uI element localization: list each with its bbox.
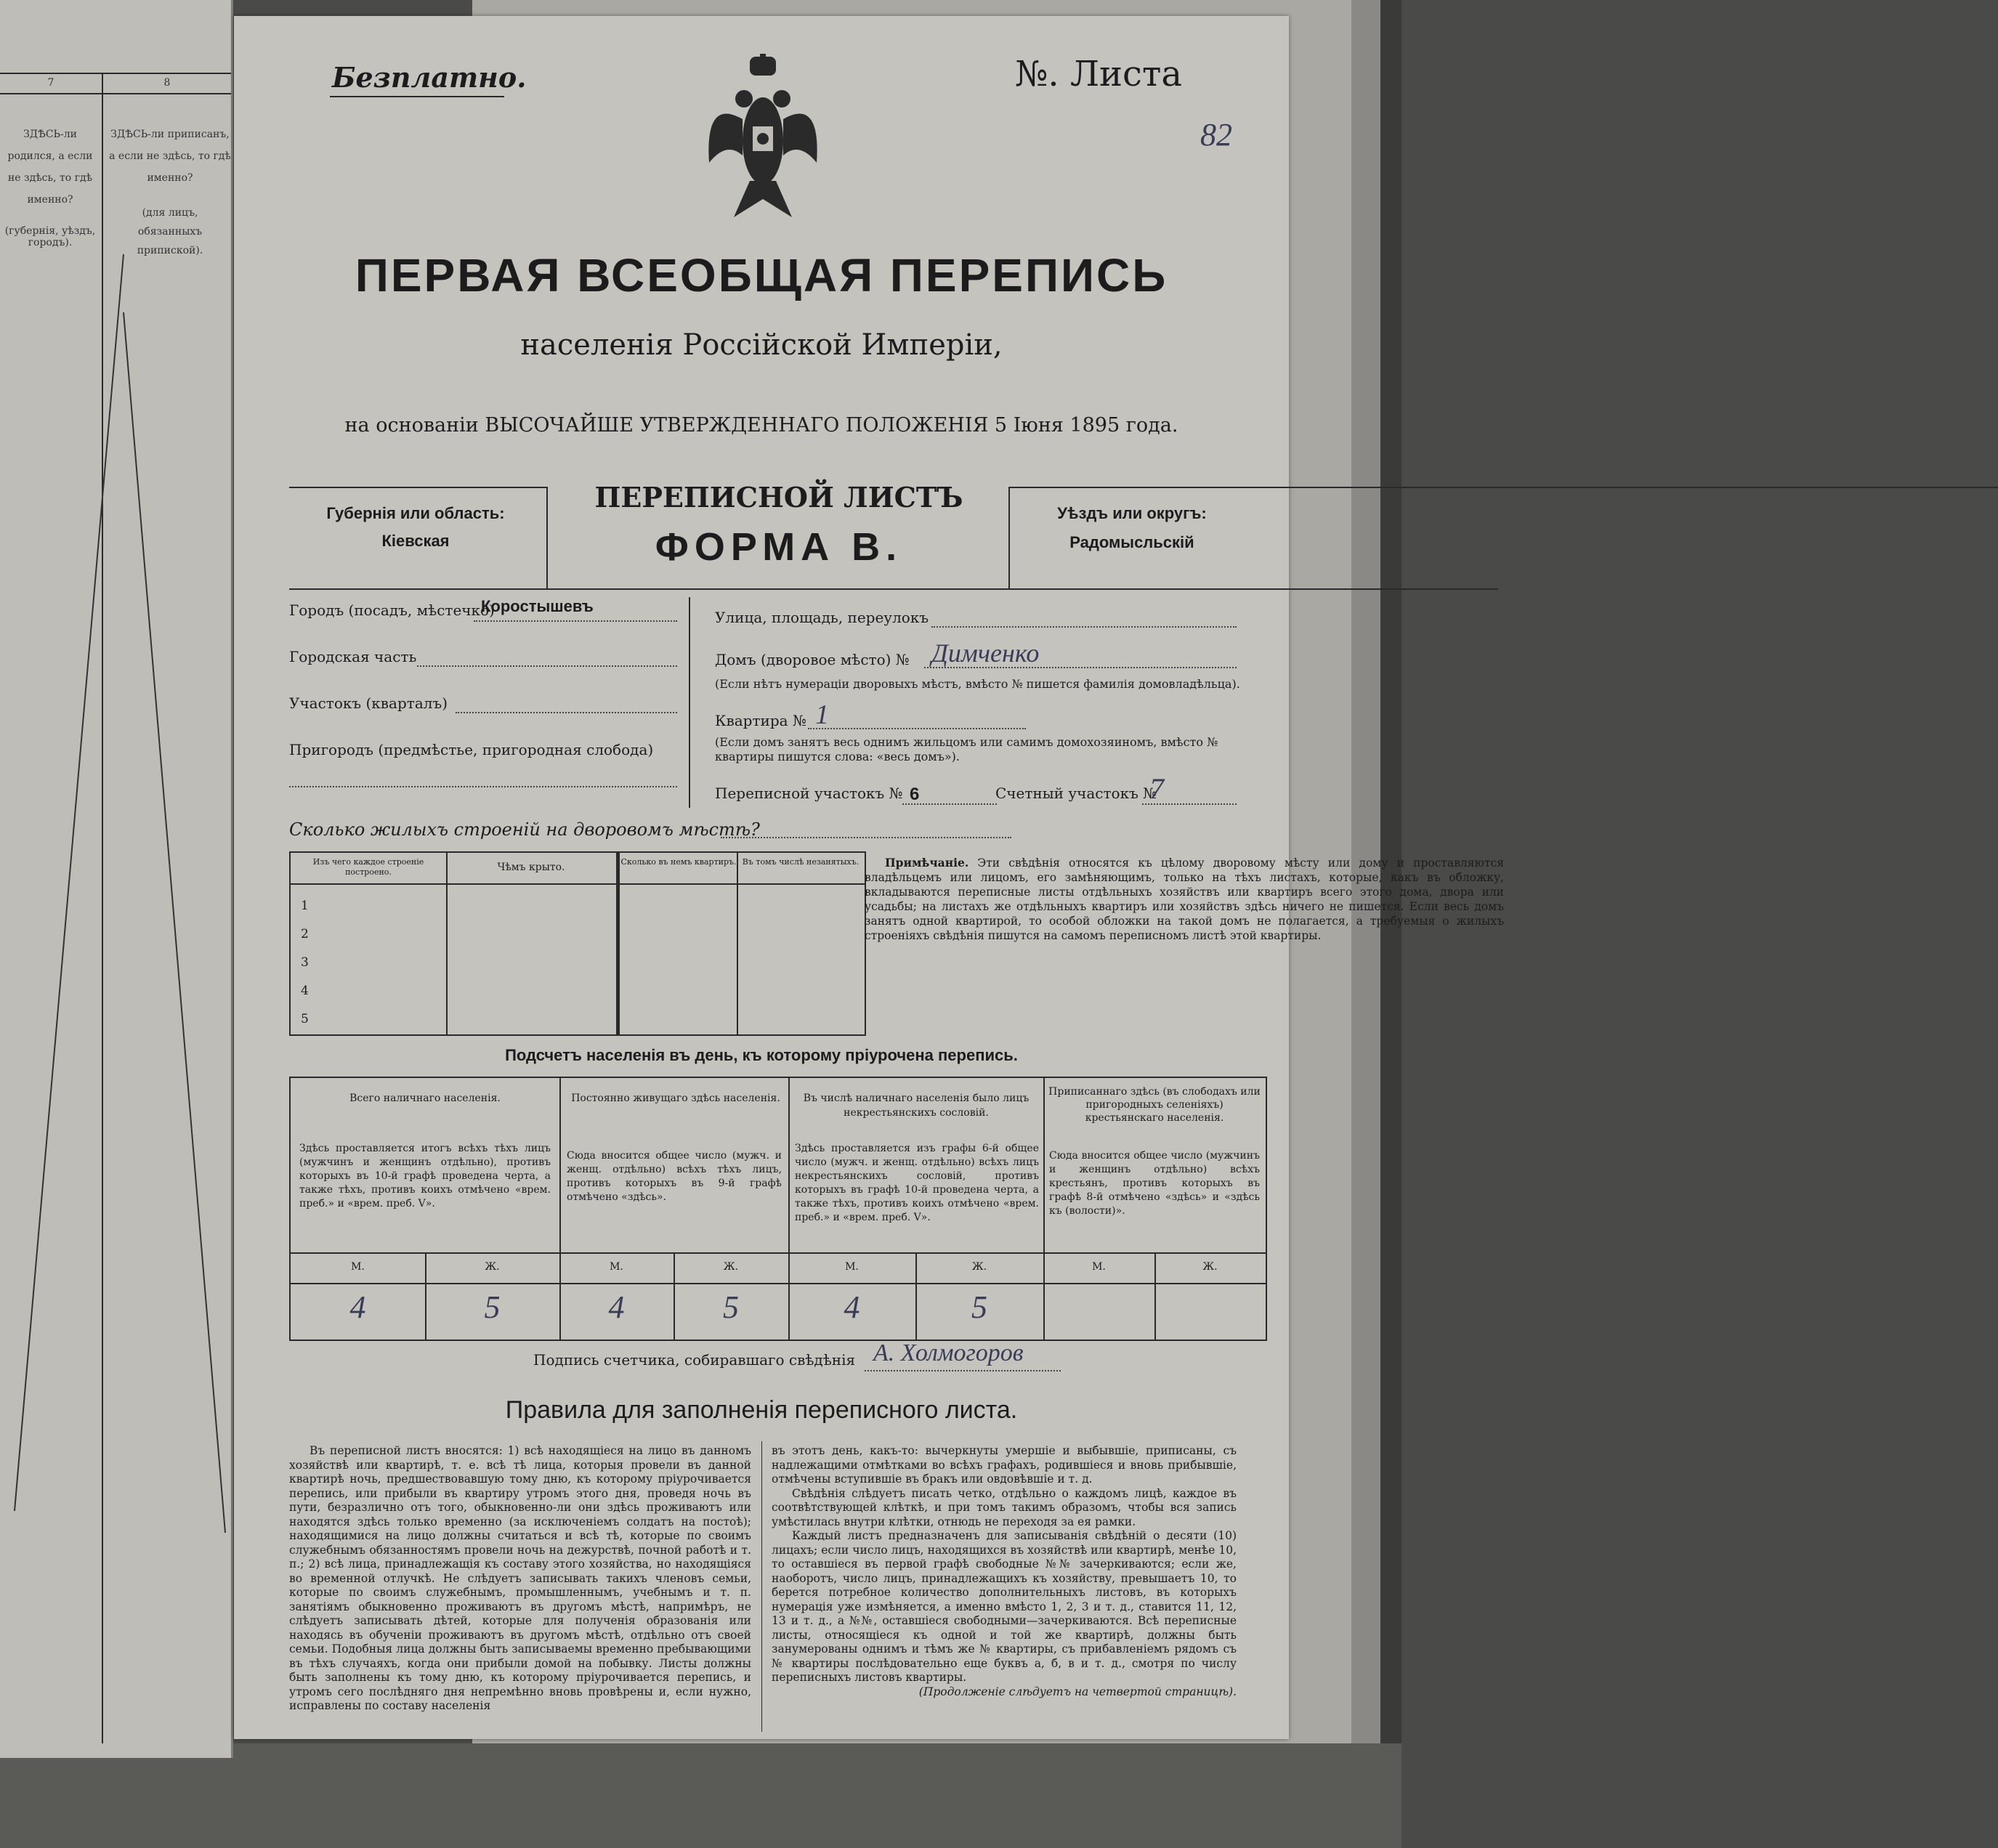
province-value: Кіевская bbox=[381, 532, 450, 550]
house-label: Домъ (дворовое мѣсто) № bbox=[715, 651, 910, 668]
left-col-7-sub: (губернія, уѣздъ, городъ). bbox=[4, 225, 96, 248]
rules-right-para-2: Свѣдѣнія слѣдуетъ писать четко, отдѣльно о каждомъ лицѣ, каждое въ соотвѣтствующей клѣткѣ, и при томъ такимъ образомъ, чтобы вся запись умѣстилась внутри клѣтки, отнюдь не переходя за ея рамки. bbox=[772, 1486, 1237, 1528]
subtitle: населенія Россійской Имперіи, bbox=[520, 328, 1003, 362]
count-title: Подсчетъ населенія въ день, къ которому пріурочена перепись. bbox=[505, 1046, 1018, 1064]
census-form-page bbox=[234, 16, 1504, 1739]
rules-right-column bbox=[772, 1444, 1237, 1699]
count-col1-f-label: Ж. bbox=[485, 1261, 500, 1273]
count-col4-m-label: М. bbox=[1092, 1261, 1106, 1273]
province-label: Губернія или область: bbox=[326, 504, 505, 522]
left-page-fragment bbox=[0, 0, 233, 1758]
sheet-title: ПЕРЕПИСНОЙ ЛИСТЪ bbox=[594, 481, 963, 514]
count-col4-f-label: Ж. bbox=[1202, 1261, 1218, 1273]
basis-line: на основаніи ВЫСОЧАЙШЕ УТВЕРЖДЕННАГО ПОЛОЖЕНІЯ 5 Іюня 1895 года. bbox=[344, 414, 1178, 437]
buildings-question: Сколько жилыхъ строеній на дворовомъ мѣстѣ? bbox=[289, 819, 760, 840]
rules-right-para-3: Каждый листъ предназначенъ для записыванія свѣдѣній о десяти (10) лицахъ; если число лицъ, находящихся въ хозяйствѣ или квартирѣ, менѣе 10, то оставшіеся въ первой графѣ свободные №№ зачеркиваются; если же, наоборотъ, число лицъ, принадлежащихъ къ хозяйству, превышаетъ 10, то берется потребное количество дополнительныхъ листовъ, въ которыхъ нумерація уже измѣняется, а именно вмѣсто 1, 2, 3 и т. д., ставится 11, 12, 13 и т. д., а №№, оставшіеся свободными—зачеркиваются. Всѣ переписные листы, относящіеся къ одной и той же квартирѣ, должны быть занумерованы однимъ и тѣмъ же № квартиры, съ прибавленіемъ рядомъ съ № квартиры послѣдовательно еще буквъ а, б, в и т. д., смотря по числу переписныхъ листовъ квартиры. bbox=[772, 1529, 1237, 1684]
left-col-8-text: ЗДѢСЬ-ли приписанъ, а если не здѣсь, то гдѣ именно? bbox=[109, 129, 231, 184]
buildings-header-roof: Чѣмъ крыто. bbox=[497, 862, 565, 873]
count-col4-desc: Сюда вносится общее число (мужчинъ и женщинъ отдѣльно) всѣхъ крестьянъ, противъ которыхъ въ графѣ 8-й отмѣчено «здѣсь» и «здѣсь къ (волости)». bbox=[1049, 1150, 1260, 1217]
buildings-note bbox=[865, 856, 1504, 943]
background-bottom bbox=[0, 1743, 1402, 1848]
signature-value: А. Холмогоров bbox=[873, 1340, 1024, 1366]
count-col4-head: Приписаннаго здѣсь (въ слободахъ или пригородныхъ селеніяхъ) крестьянскаго населенія. bbox=[1048, 1086, 1261, 1124]
census-area-value: 6 bbox=[910, 785, 920, 804]
count-col2-f-value: 5 bbox=[723, 1289, 739, 1325]
count-col3-f-label: Ж. bbox=[971, 1261, 987, 1273]
apartment-label: Квартира № bbox=[715, 712, 806, 729]
count-col1-f-value: 5 bbox=[484, 1289, 501, 1325]
district-label: Уѣздъ или округъ: bbox=[1057, 504, 1207, 522]
apartment-note: (Если домъ занятъ весь однимъ жильцомъ или самимъ домохозяиномъ, вмѣсто № квартиры пишутся слова: «весь домъ»). bbox=[715, 735, 1218, 763]
rules-left-text: Въ переписной листъ вносятся: 1) всѣ находящіеся на лицо въ данномъ хозяйствѣ или квартирѣ, т. е. всѣ тѣ лица, которыя провели въ данной квартирѣ ночь, предшествовавшую тому дню, къ которому пріурочивается перепись, или прибыли въ квартиру утромъ этого дня, проведя ночь въ пути, безразлично отъ того, обыкновенно-ли они здѣсь проживаютъ или находятся здѣсь только временно (за исключеніемъ солдатъ на постоѣ); находящимися на лицо должны считаться и всѣ тѣ, которые по своимъ служебнымъ обязанностямъ провели ночь на дежурствѣ, почной работѣ и т. п.; 2) всѣ лица, принадлежащія къ составу этого хозяйства, но находящіяся во временной отлучкѣ. Не слѣдуетъ записывать такихъ членовъ семьи, которые по своимъ служебнымъ, промышленнымъ, учебнымъ и т. п. занятіямъ обыкновенно проживаютъ въ другомъ мѣстѣ, напримѣръ, не слѣдуетъ записывать дѣтей, которые для полученія образованія или находясь въ обученіи проживаютъ въ другомъ мѣстѣ, отдѣльно отъ своей семьи. Подобныя лица должны быть записываемы временно пребывающими въ тѣхъ случаяхъ, когда они прибыли домой на побывку. Листы должны быть заполнены къ тому дню, къ которому пріурочивается перепись, и утромъ сего послѣдняго дня непремѣнно вновь провѣрены и, если нужно, исправлены по составу населенія bbox=[289, 1444, 751, 1712]
rules-continued: (Продолженіе слѣдуетъ на четвертой страницѣ). bbox=[918, 1685, 1237, 1698]
buildings-header-material: Изъ чего каждое строеніе построено. bbox=[312, 857, 424, 877]
free-label: Безплатно. bbox=[332, 61, 527, 94]
buildings-row: 1 bbox=[301, 899, 309, 913]
left-col-7-text: ЗДѢСЬ-ли родился, а если не здѣсь, то гдѣ именно? bbox=[7, 129, 93, 206]
count-col3-m-value: 4 bbox=[844, 1289, 860, 1325]
count-col3-desc: Здѣсь проставляется изъ графы 6-й общее число (мужч. и женщ. отдѣльно) всѣхъ лицъ некрестьянскихъ сословій, противъ которыхъ въ графѣ 10-й проведена черта, а также тѣхъ, противъ коихъ отмѣчено «врем. преб.» и «врем. преб. V». bbox=[795, 1143, 1039, 1223]
left-col-8-sub: (для лицъ, обязанныхъ припиской). bbox=[137, 207, 203, 256]
house-value: Димченко bbox=[931, 639, 1040, 668]
buildings-row: 3 bbox=[301, 955, 309, 970]
count-col3-f-value: 5 bbox=[971, 1289, 987, 1325]
buildings-header-apartments: Сколько въ немъ квартиръ. bbox=[620, 857, 737, 867]
count-area-label: Счетный участокъ № bbox=[995, 785, 1157, 802]
buildings-row: 4 bbox=[301, 984, 309, 998]
buildings-header-vacant: Въ томъ числѣ незанятыхъ. bbox=[742, 857, 860, 867]
left-col-7-number: 7 bbox=[47, 77, 54, 89]
form-name: ФОРМА В. bbox=[655, 525, 903, 569]
suburb-label: Пригородъ (предмѣстье, пригородная слобода) bbox=[289, 741, 654, 758]
count-table bbox=[289, 1077, 1267, 1341]
count-area-value: 7 bbox=[1149, 772, 1164, 805]
count-col3-m-label: М. bbox=[845, 1261, 859, 1273]
district-value: Радомысльскій bbox=[1069, 533, 1194, 551]
count-col1-desc: Здѣсь проставляется итогъ всѣхъ тѣхъ лицъ (мужчинъ и женщинъ отдѣльно), противъ которыхъ въ 10-й графѣ проведена черта, а также тѣхъ, противъ коихъ отмѣчено «врем. преб.» и «врем. преб. V». bbox=[299, 1143, 551, 1209]
left-col-8-number: 8 bbox=[163, 77, 171, 89]
left-page-strike-line bbox=[0, 240, 231, 1547]
rules-title: Правила для заполненія переписного листа. bbox=[505, 1396, 1018, 1424]
town-value: Коростышевъ bbox=[481, 597, 594, 615]
street-label: Улица, площадь, переулокъ bbox=[715, 609, 929, 626]
sheet-number-label: №. Листа bbox=[1015, 54, 1183, 94]
house-note: (Если нѣтъ нумераціи дворовыхъ мѣстъ, вмѣсто № пишется фамилія домовладѣльца). bbox=[715, 677, 1240, 691]
apartment-value: 1 bbox=[815, 700, 829, 730]
buildings-row: 2 bbox=[301, 927, 309, 941]
sheet-number-value: 82 bbox=[1200, 117, 1232, 153]
precinct-label: Участокъ (кварталъ) bbox=[289, 694, 448, 712]
census-area-label: Переписной участокъ № bbox=[715, 785, 903, 802]
buildings-row: 5 bbox=[301, 1012, 309, 1026]
main-title: ПЕРВАЯ ВСЕОБЩАЯ ПЕРЕПИСЬ bbox=[355, 249, 1168, 301]
count-col2-head: Постоянно живущаго здѣсь населенія. bbox=[571, 1093, 780, 1104]
count-col2-f-label: Ж. bbox=[723, 1261, 739, 1273]
buildings-row-numbers bbox=[301, 892, 309, 1034]
buildings-note-head: Примѣчаніе. bbox=[885, 856, 969, 870]
count-col1-m-value: 4 bbox=[349, 1289, 366, 1325]
count-col3-head: Въ числѣ наличнаго населенія было лицъ некрестьянскихъ сословій. bbox=[803, 1093, 1030, 1119]
signature-label: Подпись счетчика, собиравшаго свѣдѣнія bbox=[533, 1351, 856, 1369]
town-label: Городъ (посадъ, мѣстечко) bbox=[289, 601, 495, 619]
double-headed-eagle-icon bbox=[705, 54, 821, 221]
count-col2-m-value: 4 bbox=[608, 1289, 625, 1325]
rules-right-para-1: въ этотъ день, какъ-то: вычеркнуты умершіе и выбывшіе, приписаны, съ надлежащими отмѣтками во всѣхъ графахъ, родившіеся и вновь прибывшіе, отмѣчены вступившіе въ бракъ или овдовѣвшіе и т. д. bbox=[772, 1444, 1237, 1486]
buildings-note-text: Эти свѣдѣнія относятся къ цѣлому дворовому мѣсту или дому и проставляются владѣльцемъ или лицомъ, его замѣняющимъ, только на тѣхъ листахъ, которые, какъ въ обложку, вкладываются переписные листы отдѣльныхъ хозяйствъ или квартиръ всего этого дома, двора или усадьбы; на листахъ же отдѣльныхъ квартиръ или хозяйствъ здѣсь ничего не пишется. Если весь домъ занятъ одной квартирой, то особой обложки на такой домъ не полагается, а требуемыя о жилыхъ строеніяхъ свѣдѣнія пишутся на самомъ переписномъ листѣ этой квартиры. bbox=[865, 856, 1504, 942]
count-col1-m-label: М. bbox=[351, 1261, 365, 1273]
city-part-label: Городская часть bbox=[289, 648, 417, 665]
count-col2-m-label: М. bbox=[610, 1261, 623, 1273]
buildings-table bbox=[289, 851, 866, 1036]
count-col2-desc: Сюда вносится общее число (мужч. и женщ. отдѣльно) всѣхъ тѣхъ лицъ, противъ которыхъ въ 9-й графѣ отмѣчено «здѣсь». bbox=[567, 1150, 782, 1203]
count-col1-head: Всего наличнаго населенія. bbox=[349, 1093, 501, 1104]
